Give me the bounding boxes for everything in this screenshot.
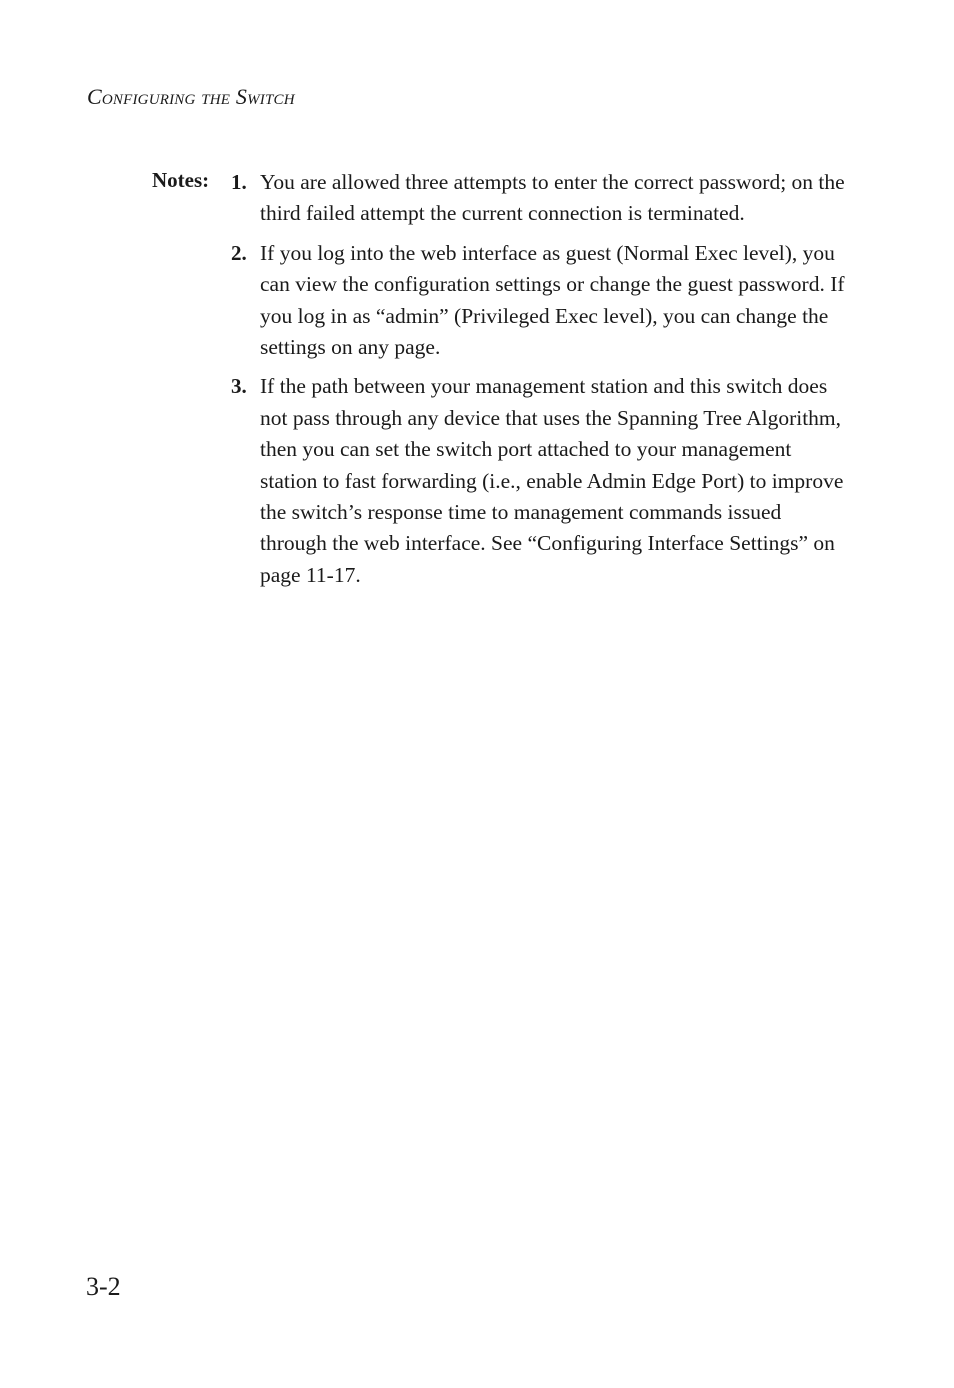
note-text: If you log into the web interface as guest (Normal Exec level), you can view the configuration settings or change the guest password. If you log in as “admin” (Privileged Exec level), you can change the settings on any page. [260,240,845,360]
note-item-1 [0,167,954,230]
note-number: 2. [231,240,247,265]
running-header: Configuring the Switch [87,84,295,109]
note-number: 1. [231,170,247,194]
note-text: You are allowed three attempts to enter the correct password; on the third failed attempt the current connection is terminated. [260,170,845,226]
page-number: 3-2 [86,1272,121,1301]
note-item-3 [0,371,954,591]
note-item-2 [0,238,954,364]
note-number: 3. [231,374,247,399]
notes-label: Notes: [152,168,210,192]
notes-list [0,167,954,599]
note-text: If the path between your management station and this switch does not pass through any device that uses the Spanning Tree Algorithm, then you can set the switch port attached to your management station to fast forwarding (i.e., enable Admin Edge Port) to improve the switch’s response time to management commands issued through the web interface. See “Configuring Interface Settings” on page 11-17. [260,374,844,587]
